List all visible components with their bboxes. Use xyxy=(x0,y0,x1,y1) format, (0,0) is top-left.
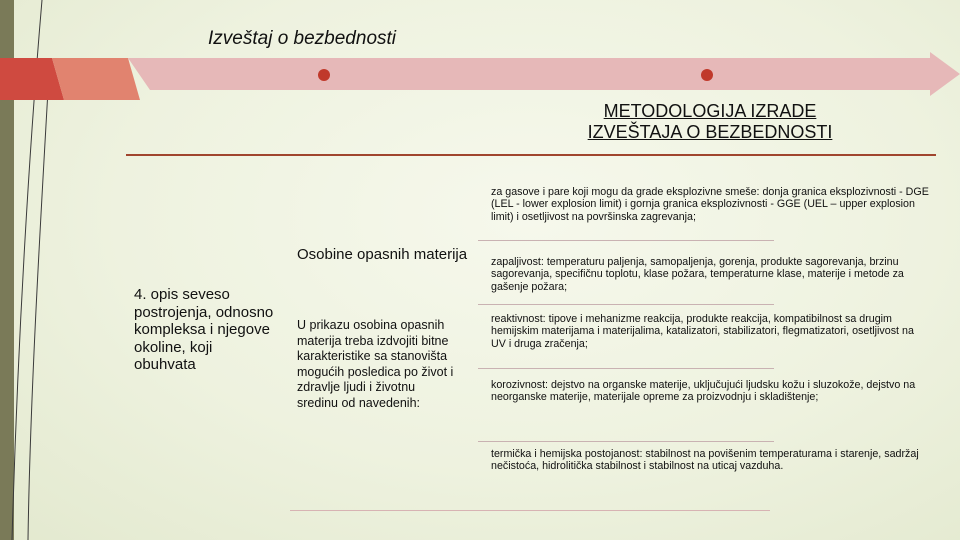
property-item-flammability: zapaljivost: temperaturu paljenja, samopaljenja, gorenja, produkte sagorevanja, brzinu sagorevanja, specifičnu toplotu, klase požara, temperaturne klase, materije i metode za gašenje požara; xyxy=(491,256,904,293)
property-item-corrosivity: korozivnost: dejstvo na organske materije, uključujući ljudsku kožu i sluzokože, dejstvo na neorganske materije, materijale opreme za proizvodnju i skladištenje; xyxy=(491,379,916,404)
methodology-title xyxy=(540,101,880,143)
left-column-text: 4. opis seveso postrojenja, odnosno kompleksa i njegove okoline, koji obuhvata xyxy=(134,286,274,373)
item-separator xyxy=(478,441,774,442)
banner-dot-left xyxy=(318,69,330,81)
middle-body-text: U prikazu osobina opasnih materija treba izdvojiti bitne karakteristike sa stanovišta mogućih posledica po život i zdravlje ljudi i životnu sredinu od navedenih: xyxy=(297,318,454,410)
methodology-title-line1: METODOLOGIJA IZRADE xyxy=(603,101,817,121)
bottom-divider xyxy=(290,510,770,511)
property-item-stability: termička i hemijska postojanost: stabilnost na povišenim temperaturama i starenje, sadržaj nečistoća, hidrolitička stabilnost i stabilnost na uticaj vazduha. xyxy=(491,448,919,473)
methodology-title-line2: IZVEŠTAJA O BEZBEDNOSTI xyxy=(587,122,833,142)
page-header-title: Izveštaj o bezbednosti xyxy=(208,28,397,49)
property-item-reactivity: reaktivnost: tipove i mehanizme reakcija, produkte reakcija, kompatibilnost sa drugim hemijskim materijama i materijalima, katalizatori, stabilizatori, flegmatizatori, osetljivost na UV i druga zračenja; xyxy=(491,313,914,350)
middle-heading: Osobine opasnih materija xyxy=(297,246,468,263)
item-separator xyxy=(478,240,774,241)
banner-arrow xyxy=(0,0,960,110)
item-separator xyxy=(478,368,774,369)
property-item-gases: za gasove i pare koji mogu da grade eksplozivne smeše: donja granica eksplozivnosti - DGE (LEL - lower explosion limit) i gornja granica eksplozivnosti - GGE (UEL – upper explosion limit) i osetljivost na površinska zagrevanja; xyxy=(491,186,929,223)
title-divider xyxy=(126,154,936,156)
item-separator xyxy=(478,304,774,305)
banner-dot-right xyxy=(701,69,713,81)
